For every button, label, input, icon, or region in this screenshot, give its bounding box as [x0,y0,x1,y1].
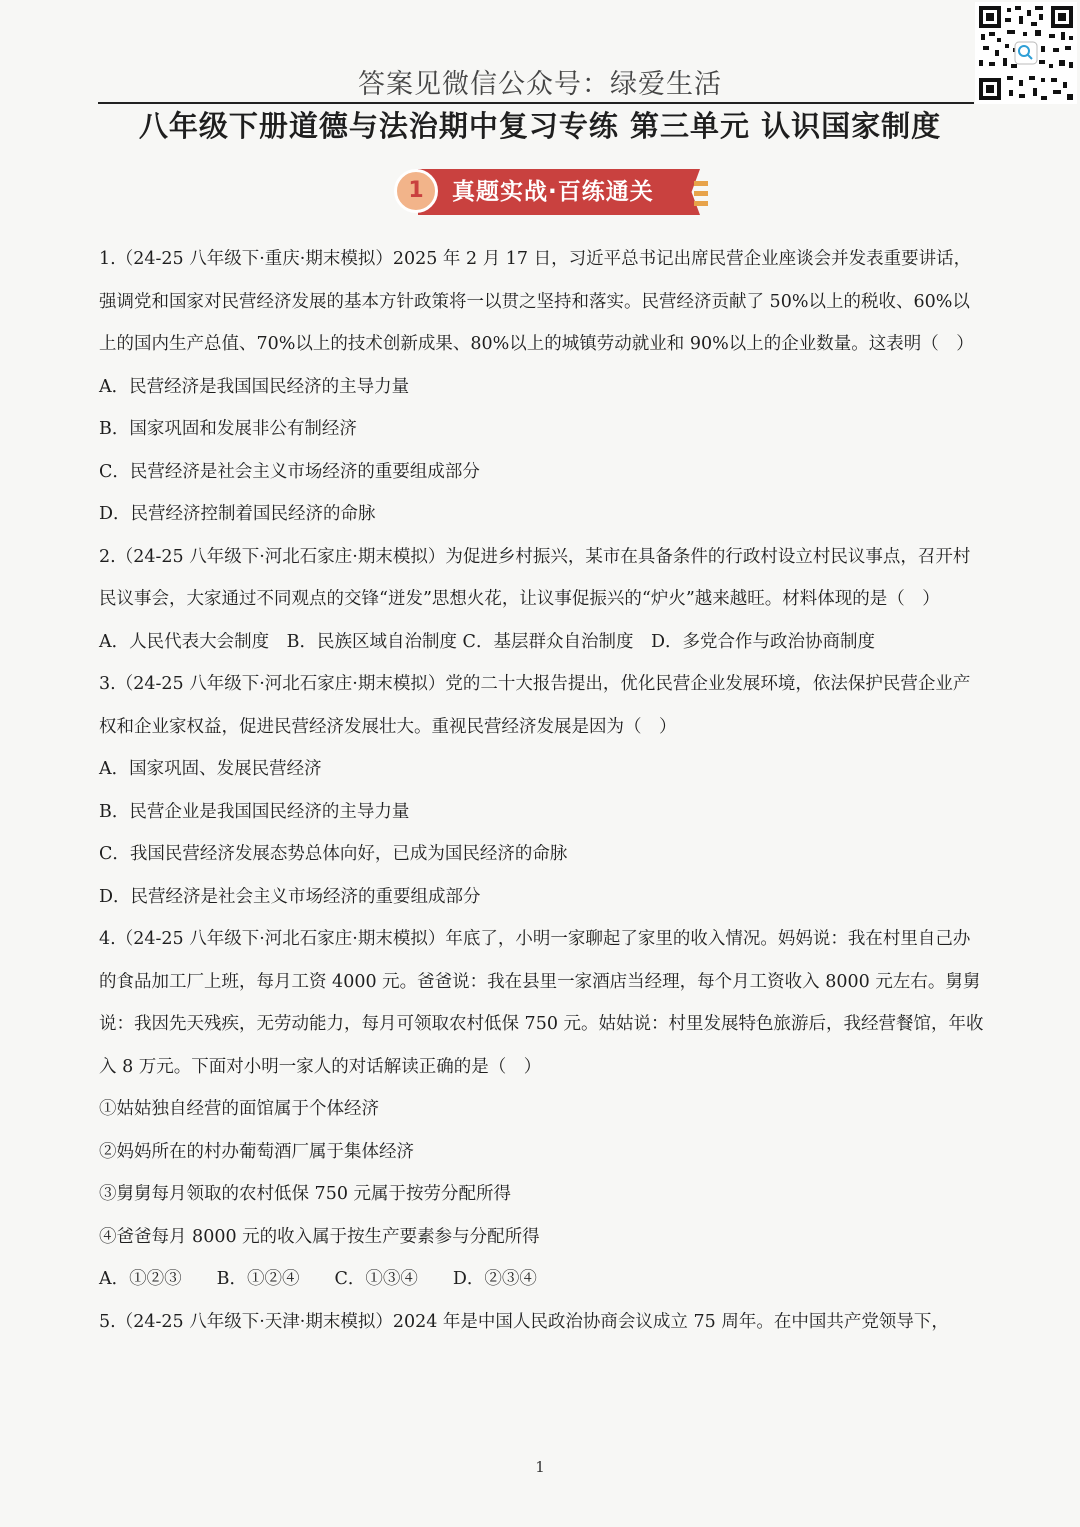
banner-decoration [694,201,708,206]
section-banner [392,167,712,219]
page-title: 八年级下册道德与法治期中复习专练 第三单元 认识国家制度 [138,109,942,143]
question-stem: 4.（24-25 八年级下·河北石家庄·期末模拟）年底了，小明一家聊起了家里的收入情况。妈妈说：我在村里自己办的食品加工厂上班，每月工资 4000 元。爸爸说：我在县里一家酒店当经理，每个月工资收入 8000 元左右。舅舅说：我因先天残疾，无劳动能力，每月可领取农村低保 750 元。姑姑说：村里发展特色旅游后，我经营餐馆，年收入 8 万元。下面对小明一家人的对话解读正确的是（ ） [99,929,984,1077]
question-list [99,238,985,1343]
answer-option: A．国家巩固、发展民营经济 [99,759,322,779]
question-stem: 1.（24-25 八年级下·重庆·期末模拟）2025 年 2 月 17 日，习近平总书记出席民营企业座谈会并发表重要讲话，强调党和国家对民营经济发展的基本方针政策将一以贯之坚持和落实。民营经济贡献了 50%以上的税收、60%以上的国内生产总值、70%以上的技术创新成果、80%以上的城镇劳动就业和 90%以上的企业数量。这表明（ ） [99,249,974,354]
answer-option: C．民营经济是社会主义市场经济的重要组成部分 [99,461,480,482]
question-2 [99,536,985,664]
page-number: 1 [535,1458,545,1476]
banner-decoration [694,181,708,186]
question-stem: 2.（24-25 八年级下·河北石家庄·期末模拟）为促进乡村振兴，某市在具备条件的行政村设立村民议事点，召开村民议事会，大家通过不同观点的交锋“迸发”思想火花，让议事促振兴的“炉火”越来越旺。材料体现的是（ ） [99,546,971,609]
statement: ②妈妈所在的村办葡萄酒厂属于集体经济 [99,1141,414,1162]
banner-decoration [694,191,708,196]
question-stem: 5.（24-25 八年级下·天津·期末模拟）2024 年是中国人民政治协商会议成立 75 周年。在中国共产党领导下， [99,1311,949,1332]
question-3 [99,663,985,918]
question-4 [99,918,985,1301]
banner-number: 1 [394,169,438,213]
question-5 [99,1301,985,1344]
answer-option: A．人民代表大会制度 B．民族区域自治制度 C．基层群众自治制度 D．多党合作与政治协商制度 [99,631,875,652]
question-1 [99,238,985,536]
header-note: 答案见微信公众号：绿爱生活 [358,69,722,100]
answer-option: D．民营经济是社会主义市场经济的重要组成部分 [99,886,481,907]
answer-option: B．民营企业是我国国民经济的主导力量 [99,801,410,822]
answer-option: A．①②③ B．①②④ C．①③④ D．②③④ [99,1269,537,1289]
answer-option: D．民营经济控制着国民经济的命脉 [99,504,376,524]
question-stem: 3.（24-25 八年级下·河北石家庄·期末模拟）党的二十大报告提出，优化民营企业发展环境，依法保护民营企业产权和企业家权益，促进民营经济发展壮大。重视民营经济发展是因为（ ） [99,674,971,737]
answer-option: A．民营经济是我国国民经济的主导力量 [99,376,410,397]
answer-option: B．国家巩固和发展非公有制经济 [99,419,357,439]
answer-option: C．我国民营经济发展态势总体向好，已成为国民经济的命脉 [99,844,568,864]
statement: ③舅舅每月领取的农村低保 750 元属于按劳分配所得 [99,1184,512,1204]
statement: ④爸爸每月 8000 元的收入属于按生产要素参与分配所得 [99,1226,540,1247]
banner-label: 真题实战·百练通关 [452,179,654,205]
statement: ①姑姑独自经营的面馆属于个体经济 [99,1099,379,1119]
qr-code-icon [975,2,1077,104]
